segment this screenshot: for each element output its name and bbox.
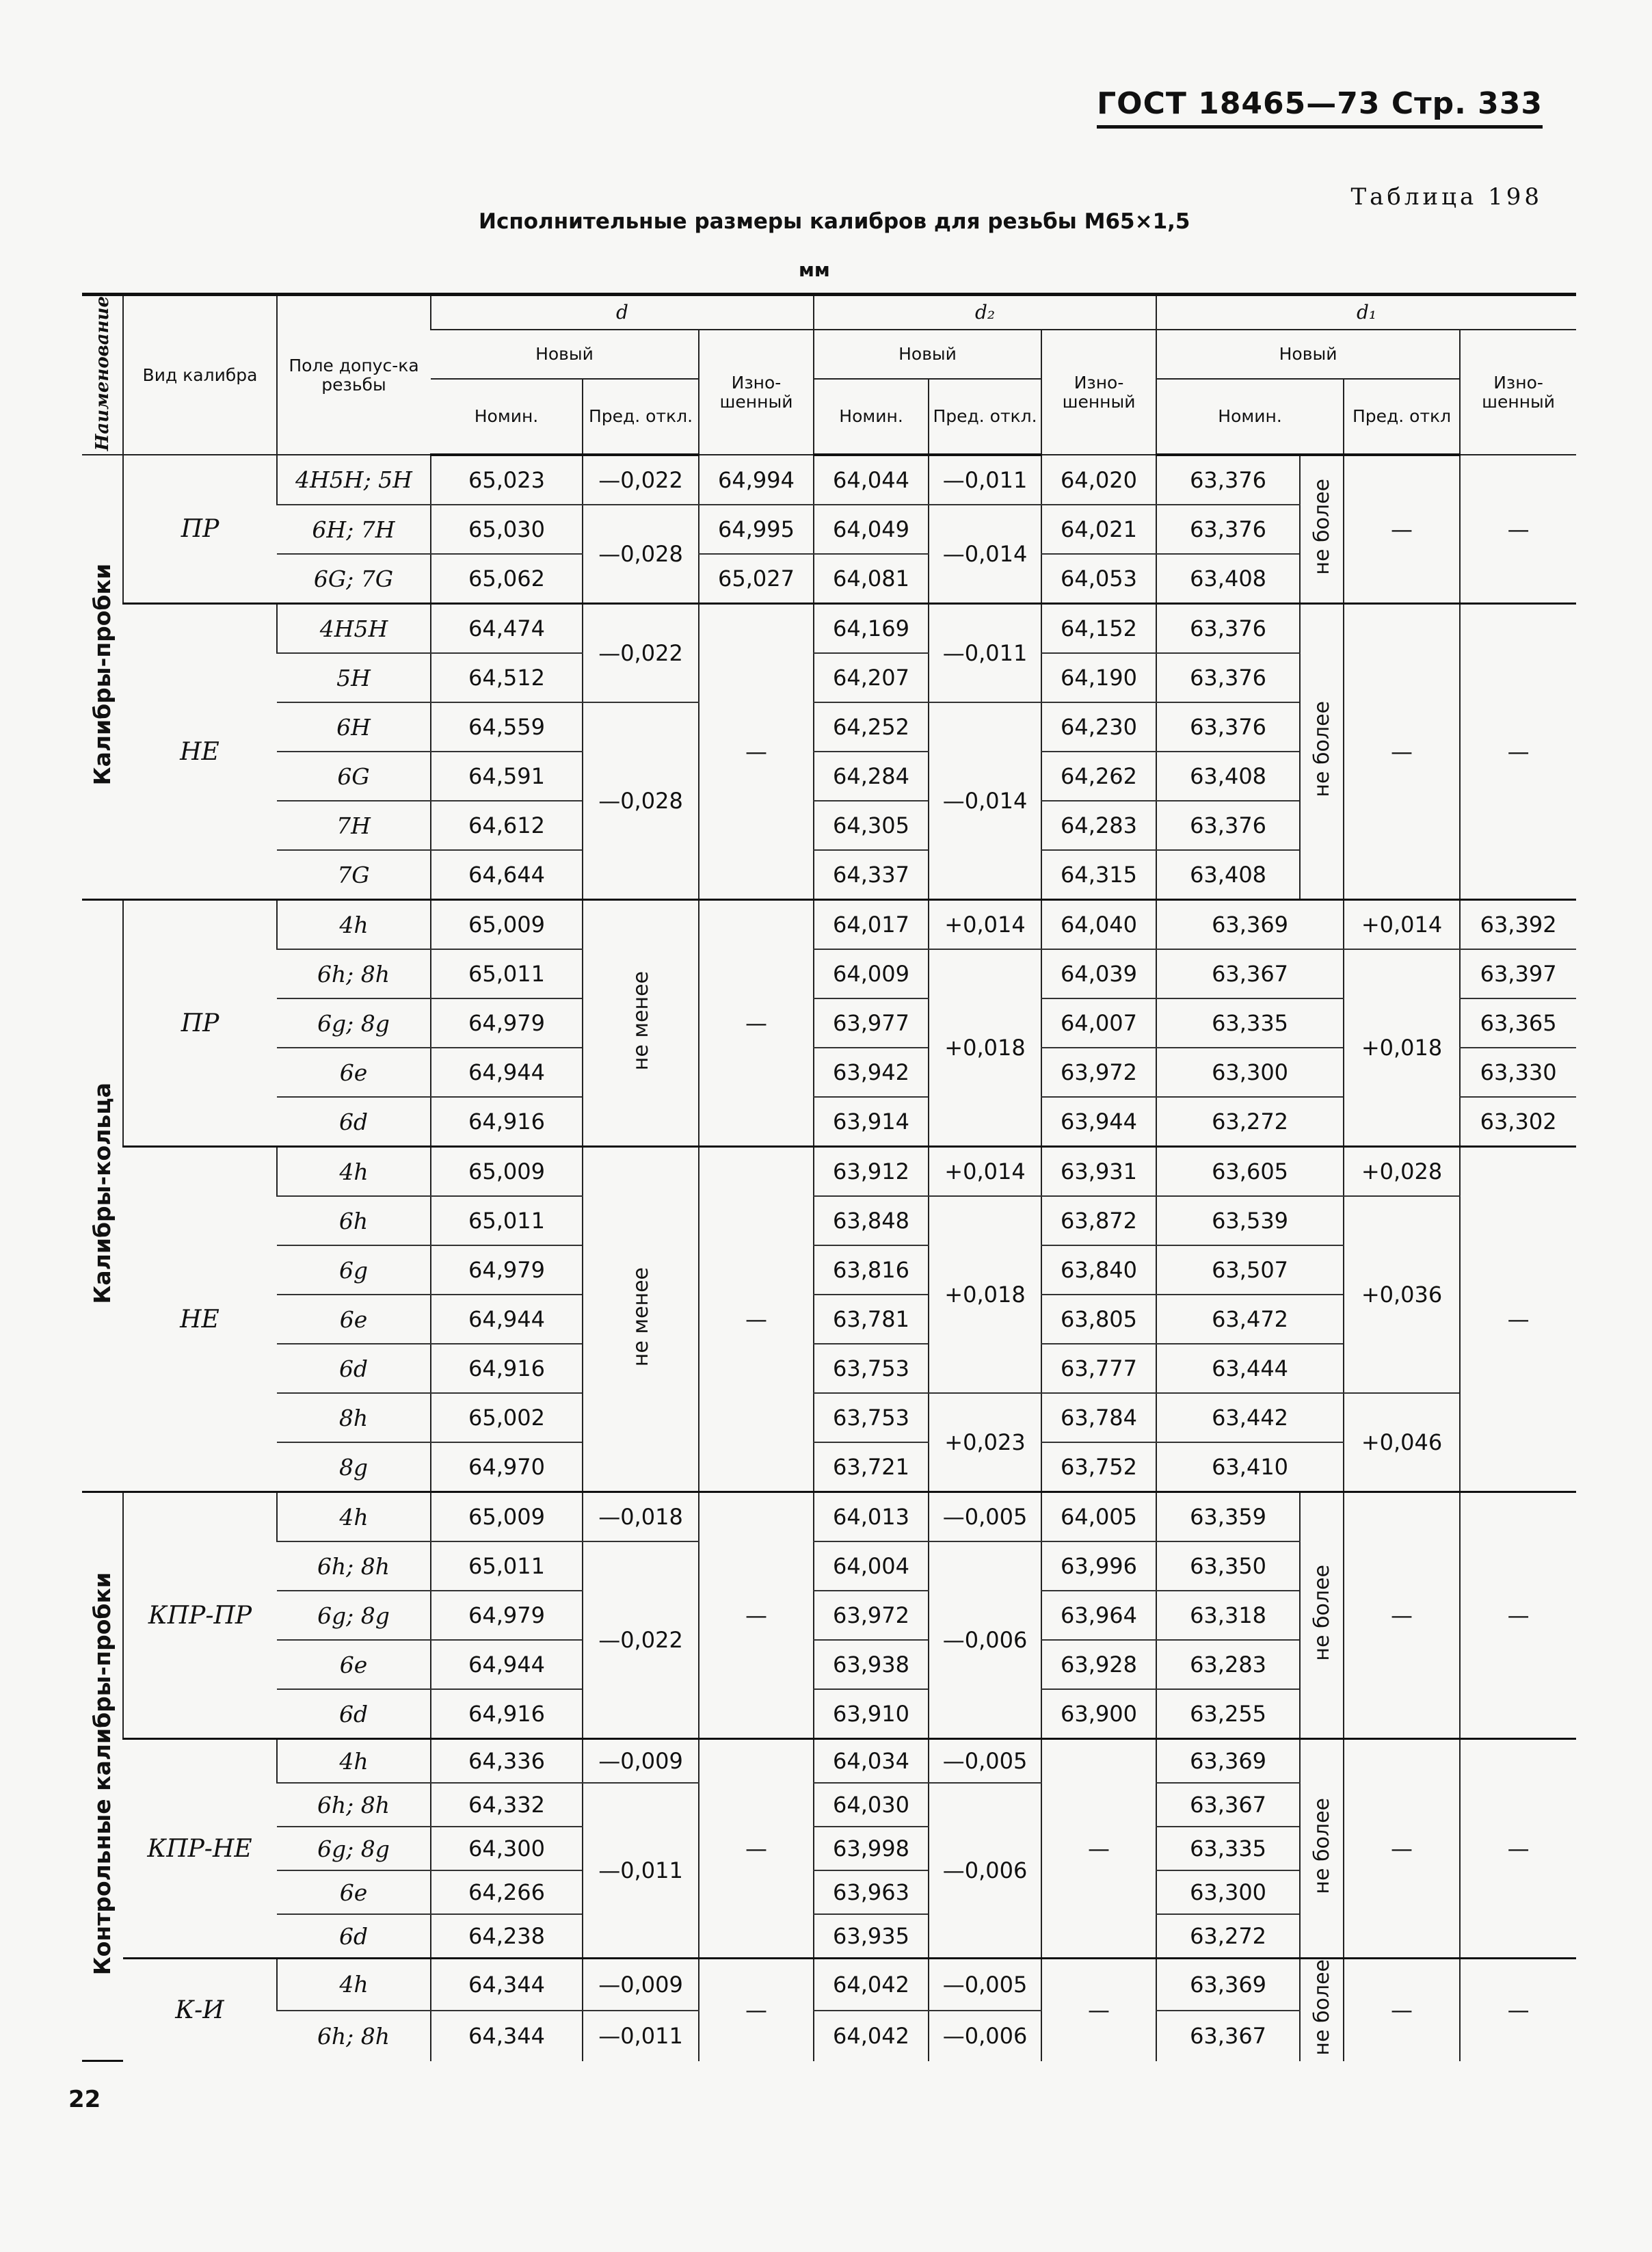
value-cell: 64,512 xyxy=(431,653,583,702)
value-cell: 64,337 xyxy=(814,850,929,900)
value-cell: +0,014 xyxy=(929,1147,1041,1197)
value-cell: 64,049 xyxy=(814,505,929,554)
col-header-pole: Поле допус-ка резьбы xyxy=(277,295,431,455)
value-cell: 63,996 xyxy=(1041,1541,1156,1591)
value-cell: 63,935 xyxy=(814,1914,929,1959)
value-cell: 63,376 xyxy=(1156,801,1300,850)
value-cell: 64,169 xyxy=(814,604,929,654)
tolerance-cell: 4h xyxy=(277,1739,431,1784)
value-cell: 64,013 xyxy=(814,1492,929,1542)
value-cell: 65,009 xyxy=(431,900,583,950)
tolerance-cell: 6d xyxy=(277,1914,431,1959)
value-cell: 64,979 xyxy=(431,1591,583,1640)
value-cell: 65,023 xyxy=(431,455,583,505)
tolerance-cell: 6d xyxy=(277,1689,431,1739)
value-cell: 64,017 xyxy=(814,900,929,950)
value-cell: 63,816 xyxy=(814,1245,929,1295)
value-cell: — xyxy=(1344,1492,1460,1739)
table-row xyxy=(82,1393,1576,1442)
value-cell: 64,044 xyxy=(814,455,929,505)
value-cell: 64,034 xyxy=(814,1739,929,1784)
tolerance-cell: 6d xyxy=(277,1097,431,1147)
value-cell: 63,752 xyxy=(1041,1442,1156,1492)
value-cell: 63,365 xyxy=(1460,998,1576,1048)
value-cell: 63,302 xyxy=(1460,1097,1576,1147)
value-cell: — xyxy=(1460,1147,1576,1492)
value-cell: 64,262 xyxy=(1041,752,1156,801)
value-cell: 63,805 xyxy=(1041,1295,1156,1344)
kind-label: ПР xyxy=(123,455,277,604)
tolerance-cell: 6h; 8h xyxy=(277,949,431,998)
value-cell: 64,266 xyxy=(431,1870,583,1914)
value-cell: 64,612 xyxy=(431,801,583,850)
value-cell: —0,005 xyxy=(929,1492,1041,1542)
tolerance-cell: 4H5H xyxy=(277,604,431,654)
value-cell: —0,005 xyxy=(929,1739,1041,1784)
value-cell: 65,011 xyxy=(431,1196,583,1245)
value-cell: 64,004 xyxy=(814,1541,929,1591)
value-cell: —0,014 xyxy=(929,505,1041,604)
table-row xyxy=(82,1959,1576,2011)
value-cell: 64,230 xyxy=(1041,702,1156,752)
value-cell: 63,330 xyxy=(1460,1048,1576,1097)
value-cell: 65,009 xyxy=(431,1492,583,1542)
value-cell: 64,009 xyxy=(814,949,929,998)
tolerance-cell: 6e xyxy=(277,1870,431,1914)
col-header-d2-pred: Пред. откл. xyxy=(929,379,1041,455)
value-cell: —0,011 xyxy=(929,455,1041,505)
kind-label: НЕ xyxy=(123,604,277,900)
value-cell: 63,369 xyxy=(1156,1959,1300,2011)
tolerance-cell: 6g; 8g xyxy=(277,998,431,1048)
value-cell: —0,011 xyxy=(583,2011,699,2061)
value-cell: 64,916 xyxy=(431,1097,583,1147)
value-cell: — xyxy=(1460,1739,1576,1959)
kind-label: КПР-НЕ xyxy=(123,1739,277,1959)
tolerance-cell: 6H xyxy=(277,702,431,752)
value-cell: 64,020 xyxy=(1041,455,1156,505)
table-row xyxy=(82,604,1576,654)
value-cell: 64,040 xyxy=(1041,900,1156,950)
value-cell: +0,046 xyxy=(1344,1393,1460,1492)
value-cell: 64,207 xyxy=(814,653,929,702)
table-row xyxy=(82,1196,1576,1245)
value-cell: 64,944 xyxy=(431,1048,583,1097)
value-cell: +0,036 xyxy=(1344,1196,1460,1393)
value-cell: 63,367 xyxy=(1156,949,1344,998)
col-header-d2-worn: Изно-шенный xyxy=(1041,330,1156,455)
value-cell: 64,042 xyxy=(814,1959,929,2011)
value-cell: 63,507 xyxy=(1156,1245,1344,1295)
value-cell: 63,998 xyxy=(814,1827,929,1870)
col-header-d1-worn: Изно-шенный xyxy=(1460,330,1576,455)
value-cell: 64,005 xyxy=(1041,1492,1156,1542)
note-not-more: не более xyxy=(1300,604,1344,900)
value-cell: 63,272 xyxy=(1156,1097,1344,1147)
value-cell: —0,022 xyxy=(583,1541,699,1739)
table-row xyxy=(82,1492,1576,1542)
value-cell: 63,872 xyxy=(1041,1196,1156,1245)
value-cell: 64,238 xyxy=(431,1914,583,1959)
value-cell: — xyxy=(699,900,814,1147)
value-cell: 64,283 xyxy=(1041,801,1156,850)
kind-label: НЕ xyxy=(123,1147,277,1492)
value-cell: 63,397 xyxy=(1460,949,1576,998)
value-cell: 63,914 xyxy=(814,1097,929,1147)
tolerance-cell: 8h xyxy=(277,1393,431,1442)
value-cell: 64,336 xyxy=(431,1739,583,1784)
value-cell: — xyxy=(1460,604,1576,900)
value-cell: 64,053 xyxy=(1041,554,1156,604)
tolerance-cell: 6e xyxy=(277,1048,431,1097)
value-cell: 63,964 xyxy=(1041,1591,1156,1640)
value-cell: 63,539 xyxy=(1156,1196,1344,1245)
col-header-d1-pred: Пред. откл xyxy=(1344,379,1460,455)
value-cell: —0,022 xyxy=(583,604,699,703)
value-cell: 64,344 xyxy=(431,1959,583,2011)
value-cell: 64,979 xyxy=(431,998,583,1048)
value-cell: 64,190 xyxy=(1041,653,1156,702)
tolerance-cell: 4h xyxy=(277,900,431,950)
value-cell: 63,944 xyxy=(1041,1097,1156,1147)
value-cell: 64,995 xyxy=(699,505,814,554)
tolerance-cell: 6e xyxy=(277,1640,431,1689)
tolerance-cell: 6h; 8h xyxy=(317,2022,390,2050)
value-cell: +0,014 xyxy=(1344,900,1460,950)
value-cell: 63,442 xyxy=(1156,1393,1344,1442)
tolerance-cell: 6g; 8g xyxy=(277,1591,431,1640)
value-cell: — xyxy=(699,1959,814,2061)
tolerance-cell: 4h xyxy=(277,1492,431,1542)
value-cell: 64,591 xyxy=(431,752,583,801)
value-cell: — xyxy=(699,1147,814,1492)
value-cell: 64,944 xyxy=(431,1295,583,1344)
kind-label: ПР xyxy=(123,900,277,1147)
value-cell: 63,972 xyxy=(1041,1048,1156,1097)
value-cell: 63,721 xyxy=(814,1442,929,1492)
value-cell: 63,963 xyxy=(814,1870,929,1914)
tolerance-cell: 6h; 8h xyxy=(277,1541,431,1591)
value-cell: — xyxy=(1460,1959,1576,2061)
value-cell: 64,970 xyxy=(431,1442,583,1492)
value-cell: +0,023 xyxy=(929,1393,1041,1492)
value-cell: 63,900 xyxy=(1041,1689,1156,1739)
value-cell: 63,376 xyxy=(1156,702,1300,752)
tolerance-cell: 6G; 7G xyxy=(277,554,431,604)
table-number: Таблица 198 xyxy=(1350,183,1543,211)
value-cell: 63,392 xyxy=(1460,900,1576,950)
value-cell: 63,369 xyxy=(1156,900,1344,950)
value-cell: 63,928 xyxy=(1041,1640,1156,1689)
value-cell: 63,840 xyxy=(1041,1245,1156,1295)
value-cell: 63,753 xyxy=(814,1393,929,1442)
value-cell: — xyxy=(1344,604,1460,900)
col-header-d1-nom: Номин. xyxy=(1156,379,1344,455)
col-header-d1-new: Новый xyxy=(1156,330,1460,379)
tolerance-cell: 5H xyxy=(277,653,431,702)
col-header-d2: d₂ xyxy=(814,295,1156,330)
value-cell: —0,028 xyxy=(583,505,699,604)
tolerance-cell: 6h; 8h xyxy=(277,1783,431,1827)
value-cell: 64,474 xyxy=(431,604,583,654)
value-cell: 64,944 xyxy=(431,1640,583,1689)
value-cell: 63,283 xyxy=(1156,1640,1300,1689)
col-header-d-pred: Пред. откл. xyxy=(583,379,699,455)
col-header-naim: Наименование xyxy=(82,295,123,455)
value-cell: — xyxy=(1344,1739,1460,1959)
tolerance-cell: 6G xyxy=(277,752,431,801)
value-cell: 63,335 xyxy=(1156,998,1344,1048)
col-header-d2-new: Новый xyxy=(814,330,1041,379)
col-header-d-nom: Номин. xyxy=(431,379,583,455)
value-cell: 63,367 xyxy=(1156,1783,1300,1827)
value-cell: 63,938 xyxy=(814,1640,929,1689)
value-cell: —0,022 xyxy=(583,455,699,505)
value-cell: 63,605 xyxy=(1156,1147,1344,1197)
value-cell: 65,027 xyxy=(699,554,814,604)
col-header-vid: Вид калибра xyxy=(123,295,277,455)
value-cell: 63,367 xyxy=(1156,2011,1300,2061)
col-header-d1: d₁ xyxy=(1156,295,1576,330)
value-cell: 64,315 xyxy=(1041,850,1156,900)
col-header-d: d xyxy=(431,295,814,330)
value-cell: 63,255 xyxy=(1156,1689,1300,1739)
value-cell: 63,376 xyxy=(1156,604,1300,654)
value-cell: +0,014 xyxy=(929,900,1041,950)
value-cell: — xyxy=(1041,1959,1156,2061)
value-cell: 63,753 xyxy=(814,1344,929,1393)
value-cell: 63,335 xyxy=(1156,1827,1300,1870)
value-cell: 63,408 xyxy=(1156,850,1300,900)
value-cell: 64,030 xyxy=(814,1783,929,1827)
value-cell: 64,305 xyxy=(814,801,929,850)
value-cell: 64,344 xyxy=(431,2011,583,2061)
page-number: 22 xyxy=(68,2086,101,2113)
value-cell: 63,318 xyxy=(1156,1591,1300,1640)
gauge-dimensions-table xyxy=(82,293,1576,2062)
value-cell: 64,252 xyxy=(814,702,929,752)
note-not-more: не более xyxy=(1300,1739,1344,1959)
tolerance-cell: 6e xyxy=(277,1295,431,1344)
value-cell: 63,408 xyxy=(1156,752,1300,801)
value-cell: 64,916 xyxy=(431,1344,583,1393)
value-cell: 64,332 xyxy=(431,1783,583,1827)
value-cell: 63,977 xyxy=(814,998,929,1048)
note-not-less: не менее xyxy=(583,1147,699,1492)
value-cell: —0,006 xyxy=(929,2011,1041,2061)
value-cell: — xyxy=(699,1492,814,1739)
value-cell: 64,644 xyxy=(431,850,583,900)
value-cell: —0,011 xyxy=(929,604,1041,703)
value-cell: +0,028 xyxy=(1344,1147,1460,1197)
value-cell: 63,272 xyxy=(1156,1914,1300,1959)
value-cell: 63,972 xyxy=(814,1591,929,1640)
value-cell: 63,300 xyxy=(1156,1870,1300,1914)
value-cell: 63,781 xyxy=(814,1295,929,1344)
tolerance-cell: 4h xyxy=(277,1959,431,2011)
value-cell: 63,408 xyxy=(1156,554,1300,604)
tolerance-cell: 6H; 7H xyxy=(277,505,431,554)
value-cell: 63,942 xyxy=(814,1048,929,1097)
value-cell: 63,376 xyxy=(1156,653,1300,702)
col-header-d-new: Новый xyxy=(431,330,699,379)
value-cell: —0,009 xyxy=(583,1739,699,1784)
table-title: Исполнительные размеры калибров для резьбы М65×1,5 xyxy=(479,209,1190,234)
tolerance-cell: 4h xyxy=(277,1147,431,1197)
tolerance-cell: 8g xyxy=(277,1442,431,1492)
kind-label: К-И xyxy=(175,1996,224,2024)
value-cell: 64,039 xyxy=(1041,949,1156,998)
group-label-control: Контрольные калибры-пробки xyxy=(82,1492,123,2061)
table-row xyxy=(82,949,1576,998)
value-cell: 63,912 xyxy=(814,1147,929,1197)
value-cell: —0,006 xyxy=(929,1541,1041,1739)
value-cell: —0,011 xyxy=(583,1783,699,1959)
value-cell: 63,472 xyxy=(1156,1295,1344,1344)
value-cell: —0,018 xyxy=(583,1492,699,1542)
value-cell: 65,011 xyxy=(431,949,583,998)
value-cell: 65,030 xyxy=(431,505,583,554)
note-not-less: не менее xyxy=(583,900,699,1147)
value-cell: 63,444 xyxy=(1156,1344,1344,1393)
value-cell: 64,021 xyxy=(1041,505,1156,554)
value-cell: 64,284 xyxy=(814,752,929,801)
value-cell: 63,359 xyxy=(1156,1492,1300,1542)
tolerance-cell: 6g; 8g xyxy=(277,1827,431,1870)
value-cell: 65,009 xyxy=(431,1147,583,1197)
value-cell: 65,062 xyxy=(431,554,583,604)
value-cell: —0,005 xyxy=(929,1959,1041,2011)
value-cell: 64,081 xyxy=(814,554,929,604)
tolerance-cell: 7G xyxy=(277,850,431,900)
value-cell: 65,011 xyxy=(431,1541,583,1591)
tolerance-cell: 6h xyxy=(277,1196,431,1245)
value-cell: — xyxy=(1344,1959,1460,2061)
table-row xyxy=(82,900,1576,950)
col-header-d2-nom: Номин. xyxy=(814,379,929,455)
units-label: мм xyxy=(799,259,830,281)
value-cell: 64,007 xyxy=(1041,998,1156,1048)
value-cell: +0,018 xyxy=(1344,949,1460,1147)
table-row xyxy=(82,1739,1576,1784)
value-cell: — xyxy=(699,604,814,900)
value-cell: —0,014 xyxy=(929,702,1041,900)
note-not-more: не более xyxy=(1300,455,1344,604)
value-cell: —0,028 xyxy=(583,702,699,900)
value-cell: +0,018 xyxy=(929,1196,1041,1393)
value-cell: —0,006 xyxy=(929,1783,1041,1959)
value-cell: 64,979 xyxy=(431,1245,583,1295)
tolerance-cell: 6d xyxy=(277,1344,431,1393)
value-cell: — xyxy=(1041,1739,1156,1959)
value-cell: 63,410 xyxy=(1156,1442,1344,1492)
tolerance-cell: 6g xyxy=(277,1245,431,1295)
value-cell: 64,300 xyxy=(431,1827,583,1870)
value-cell: +0,018 xyxy=(929,949,1041,1147)
note-not-more: не более xyxy=(1300,1959,1344,2061)
value-cell: 63,300 xyxy=(1156,1048,1344,1097)
value-cell: 63,931 xyxy=(1041,1147,1156,1197)
tolerance-cell: 4H5H; 5H xyxy=(277,455,431,505)
value-cell: 64,916 xyxy=(431,1689,583,1739)
note-not-more: не более xyxy=(1300,1492,1344,1739)
value-cell: 63,350 xyxy=(1156,1541,1300,1591)
value-cell: 63,376 xyxy=(1156,455,1300,505)
tolerance-cell: 7H xyxy=(277,801,431,850)
value-cell: — xyxy=(1460,1492,1576,1739)
value-cell: 64,152 xyxy=(1041,604,1156,654)
table-row xyxy=(82,455,1576,505)
value-cell: 64,994 xyxy=(699,455,814,505)
value-cell: —0,009 xyxy=(583,1959,699,2011)
group-label-rings: Калибры-кольца xyxy=(82,900,123,1492)
page-header: ГОСТ 18465—73 Стр. 333 xyxy=(1097,86,1543,129)
col-header-d-worn: Изно-шенный xyxy=(699,330,814,455)
value-cell: — xyxy=(699,1739,814,1959)
value-cell: 65,002 xyxy=(431,1393,583,1442)
value-cell: 64,559 xyxy=(431,702,583,752)
value-cell: 63,777 xyxy=(1041,1344,1156,1393)
value-cell: 63,376 xyxy=(1156,505,1300,554)
group-label-plugs: Калибры-пробки xyxy=(82,455,123,900)
value-cell: 63,369 xyxy=(1156,1739,1300,1784)
value-cell: 64,042 xyxy=(814,2011,929,2061)
value-cell: 63,910 xyxy=(814,1689,929,1739)
value-cell: 63,784 xyxy=(1041,1393,1156,1442)
kind-label: КПР-ПР xyxy=(123,1492,277,1739)
value-cell: 63,848 xyxy=(814,1196,929,1245)
table-row xyxy=(82,1147,1576,1197)
value-cell: — xyxy=(1344,455,1460,604)
value-cell: — xyxy=(1460,455,1576,604)
